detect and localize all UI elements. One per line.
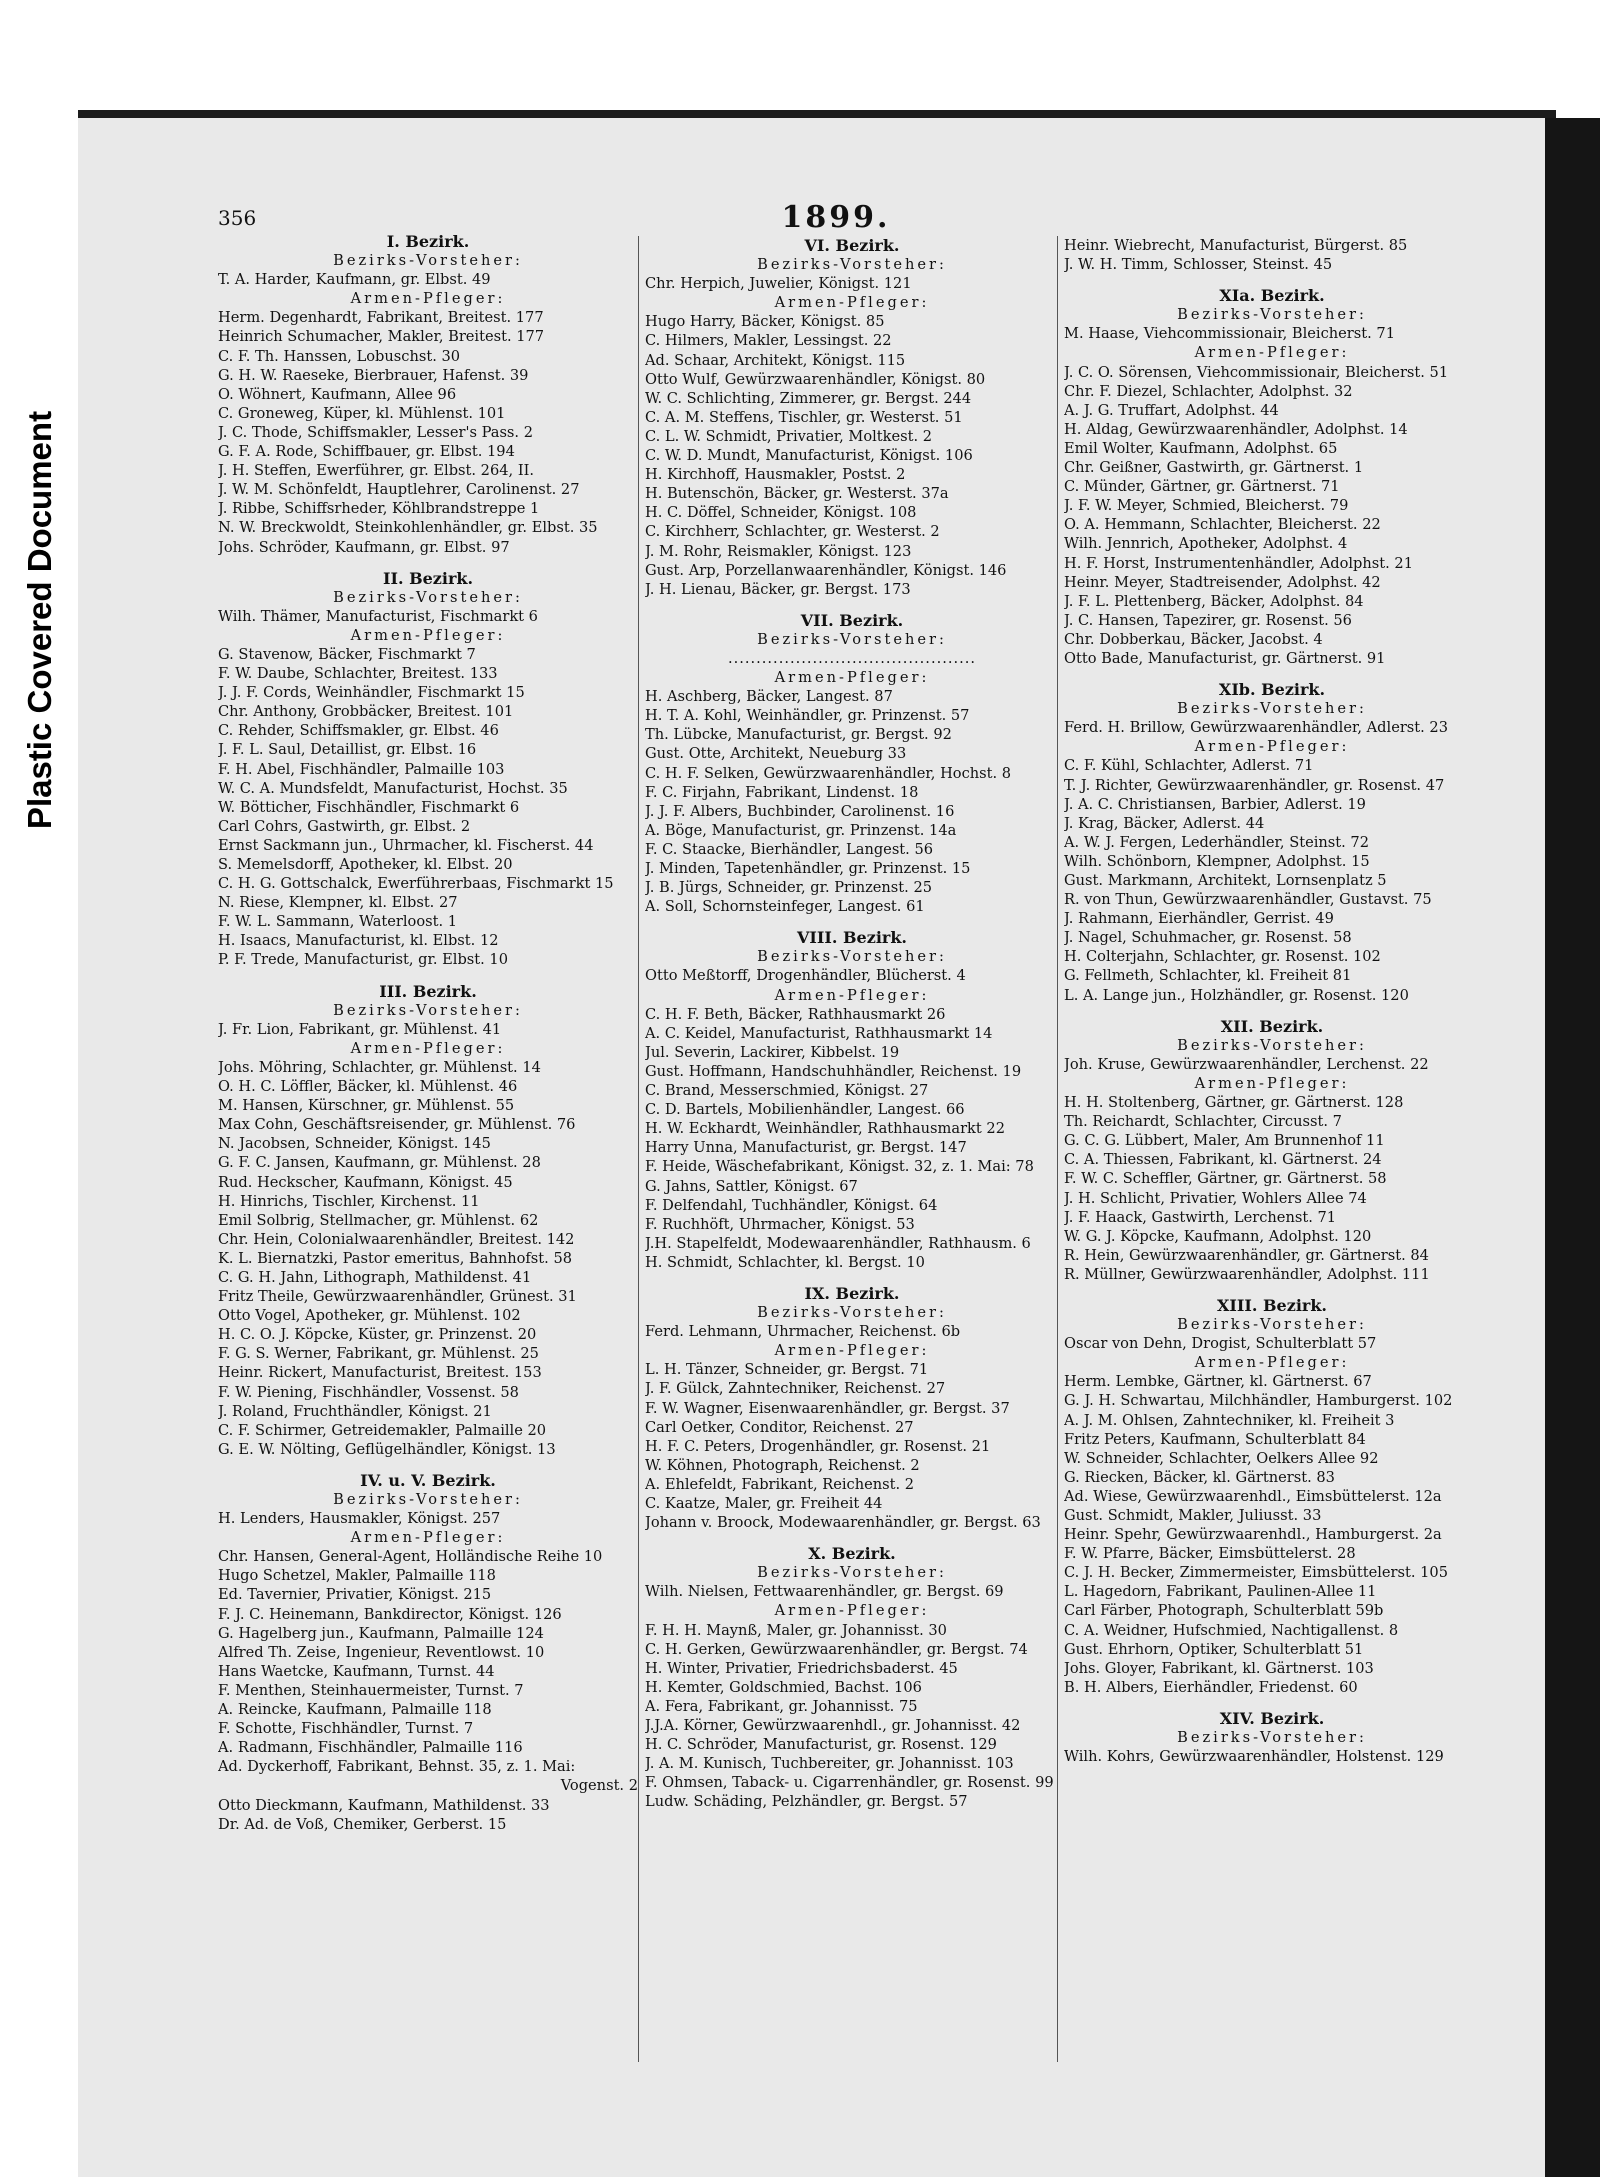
- pfleger-entry: H. Winter, Privatier, Friedrichsbaderst. 45: [645, 1659, 958, 1677]
- pfleger-entry: J.H. Stapelfeldt, Modewaarenhändler, Rathhausm. 6: [645, 1234, 1031, 1252]
- pfleger-entry: H. C. Döffel, Schneider, Königst. 108: [645, 504, 917, 522]
- vorsteher-entry: Otto Meßtorff, Drogenhändler, Blücherst. 4: [645, 967, 966, 985]
- pfleger-entry: M. Hansen, Kürschner, gr. Mühlenst. 55: [218, 1097, 515, 1115]
- vorsteher-label: Bezirks-Vorsteher:: [333, 588, 523, 606]
- pfleger-entry: Gust. Otte, Architekt, Neueburg 33: [645, 745, 907, 763]
- pfleger-entry: H. T. A. Kohl, Weinhändler, gr. Prinzenst. 57: [645, 707, 970, 725]
- vorsteher-label: Bezirks-Vorsteher:: [1177, 306, 1367, 324]
- pfleger-entry: Chr. Geißner, Gastwirth, gr. Gärtnerst. 1: [1064, 459, 1364, 477]
- pfleger-entry: W. Bötticher, Fischhändler, Fischmarkt 6: [218, 798, 520, 816]
- pfleger-entry: F. C. Staacke, Bierhändler, Langest. 56: [645, 840, 934, 858]
- pfleger-entry: C. Brand, Messerschmied, Königst. 27: [645, 1082, 929, 1100]
- pfleger-entry: Max Cohn, Geschäftsreisender, gr. Mühlenst. 76: [218, 1116, 576, 1134]
- pfleger-entry: J. A. C. Christiansen, Barbier, Adlerst. 19: [1064, 795, 1366, 813]
- pfleger-entry: F. H. Abel, Fischhändler, Palmaille 103: [218, 760, 505, 778]
- pfleger-entry: F. G. S. Werner, Fabrikant, gr. Mühlenst. 25: [218, 1345, 539, 1363]
- pfleger-entry: Heinrich Schumacher, Makler, Breitest. 177: [218, 328, 545, 346]
- pfleger-entry: F. Menthen, Steinhauermeister, Turnst. 7: [218, 1681, 524, 1699]
- vorsteher-entry: Joh. Kruse, Gewürzwaarenhändler, Lerchenst. 22: [1064, 1055, 1429, 1073]
- year-heading: 1899.: [781, 200, 891, 235]
- pfleger-entry: C. F. Th. Hanssen, Lobuschst. 30: [218, 347, 461, 365]
- pfleger-entry: J. J. F. Albers, Buchbinder, Carolinenst. 16: [645, 802, 955, 820]
- district-title: IX. Bezirk.: [804, 1283, 900, 1303]
- pfleger-entry: Th. Reichardt, Schlachter, Circusst. 7: [1064, 1113, 1342, 1131]
- vorsteher-label: Bezirks-Vorsteher:: [757, 630, 947, 648]
- pfleger-entry: G. Stavenow, Bäcker, Fischmarkt 7: [218, 645, 476, 663]
- vorsteher-entry: T. A. Harder, Kaufmann, gr. Elbst. 49: [218, 271, 491, 289]
- pfleger-entry: H. F. Horst, Instrumentenhändler, Adolphst. 21: [1064, 554, 1413, 572]
- pfleger-entry: J. Rahmann, Eierhändler, Gerrist. 49: [1064, 910, 1334, 928]
- pfleger-entry: F. W. Wagner, Eisenwaarenhändler, gr. Bergst. 37: [645, 1399, 1010, 1417]
- column-3: [1057, 236, 1480, 2062]
- pfleger-entry: J. Minden, Tapetenhändler, gr. Prinzenst. 15: [645, 860, 971, 877]
- pfleger-entry: H. Colterjahn, Schlachter, gr. Rosenst. 102: [1064, 948, 1381, 966]
- pfleger-label: Armen-Pfleger:: [1194, 1074, 1350, 1092]
- vorsteher-entry: Chr. Herpich, Juwelier, Königst. 121: [645, 275, 912, 293]
- pfleger-entry: J. B. Jürgs, Schneider, gr. Prinzenst. 25: [645, 879, 933, 897]
- pfleger-entry: Gust. Ehrhorn, Optiker, Schulterblatt 51: [1064, 1640, 1364, 1658]
- pfleger-entry: F. W. Pfarre, Bäcker, Eimsbüttelerst. 28: [1064, 1545, 1356, 1563]
- vorsteher-label: Bezirks-Vorsteher:: [1177, 1316, 1367, 1334]
- pfleger-entry: Johs. Möhring, Schlachter, gr. Mühlenst. 14: [218, 1058, 541, 1076]
- pfleger-entry: S. Memelsdorff, Apotheker, kl. Elbst. 20: [218, 856, 513, 873]
- pfleger-label: Armen-Pfleger:: [774, 1602, 930, 1620]
- pfleger-entry: C. H. Gerken, Gewürzwaarenhändler, gr. Bergst. 74: [645, 1640, 1028, 1658]
- pfleger-entry: F. Delfendahl, Tuchhändler, Königst. 64: [645, 1196, 938, 1214]
- pfleger-entry: O. Wöhnert, Kaufmann, Allee 96: [218, 385, 457, 403]
- pfleger-entry: B. H. Albers, Eierhändler, Friedenst. 60: [1064, 1678, 1358, 1696]
- vorsteher-label: Bezirks-Vorsteher:: [1177, 1036, 1367, 1054]
- pfleger-entry: Ed. Tavernier, Privatier, Königst. 215: [218, 1586, 492, 1604]
- vorsteher-label: Bezirks-Vorsteher:: [333, 1001, 523, 1019]
- pfleger-entry: Emil Wolter, Kaufmann, Adolphst. 65: [1064, 439, 1338, 457]
- district-title: XIa. Bezirk.: [1219, 286, 1325, 306]
- pfleger-entry: A. Radmann, Fischhändler, Palmaille 116: [218, 1739, 523, 1757]
- pfleger-label: Armen-Pfleger:: [1194, 1354, 1350, 1372]
- pfleger-entry: F. Ruchhöft, Uhrmacher, Königst. 53: [645, 1215, 915, 1233]
- vorsteher-entry: Wilh. Nielsen, Fettwaarenhändler, gr. Bergst. 69: [645, 1583, 1004, 1601]
- district-title: XIII. Bezirk.: [1217, 1295, 1327, 1315]
- pfleger-entry: C. H. F. Beth, Bäcker, Rathhausmarkt 26: [645, 1005, 946, 1023]
- district-title: XIV. Bezirk.: [1219, 1708, 1325, 1728]
- pfleger-entry: Ludw. Schäding, Pelzhändler, gr. Bergst. 57: [645, 1793, 968, 1811]
- pfleger-entry: C. D. Bartels, Mobilienhändler, Langest. 66: [645, 1101, 965, 1119]
- pfleger-entry: Emil Solbrig, Stellmacher, gr. Mühlenst. 62: [218, 1211, 539, 1229]
- pfleger-entry: G. F. A. Rode, Schiffbauer, gr. Elbst. 194: [218, 443, 515, 461]
- column-2: [638, 236, 1059, 2062]
- pfleger-entry: C. A. M. Steffens, Tischler, gr. Westerst. 51: [645, 408, 963, 426]
- page-edge: [1545, 118, 1600, 2177]
- pfleger-entry: Rud. Heckscher, Kaufmann, Königst. 45: [218, 1173, 513, 1191]
- pfleger-label: Armen-Pfleger:: [774, 1342, 930, 1360]
- pfleger-entry: Gust. Arp, Porzellanwaarenhändler, Königst. 146: [645, 561, 1007, 579]
- pfleger-entry: Fritz Theile, Gewürzwaarenhändler, Grünest. 31: [218, 1288, 577, 1306]
- pfleger-entry: C. G. H. Jahn, Lithograph, Mathildenst. 41: [218, 1268, 532, 1286]
- pfleger-entry: J. Ribbe, Schiffsrheder, Köhlbrandstreppe 1: [218, 500, 540, 518]
- pfleger-entry: Otto Wulf, Gewürzwaarenhändler, Königst. 80: [645, 370, 986, 388]
- pfleger-entry: G. C. G. Lübbert, Maler, Am Brunnenhof 11: [1064, 1132, 1385, 1150]
- pfleger-entry: F. Heide, Wäschefabrikant, Königst. 32, z. 1. Mai: 78: [645, 1158, 1034, 1176]
- vorsteher-entry: Ferd. Lehmann, Uhrmacher, Reichenst. 6b: [645, 1323, 961, 1341]
- pfleger-entry: F. Schotte, Fischhändler, Turnst. 7: [218, 1720, 474, 1738]
- pfleger-entry: H. C. Schröder, Manufacturist, gr. Rosenst. 129: [645, 1736, 997, 1754]
- pfleger-entry: G. J. H. Schwartau, Milchhändler, Hamburgerst. 102: [1064, 1392, 1453, 1410]
- pfleger-entry: A. Ehlefeldt, Fabrikant, Reichenst. 2: [645, 1475, 915, 1493]
- pfleger-entry: W. C. Schlichting, Zimmerer, gr. Bergst. 244: [645, 389, 972, 407]
- pfleger-entry: G. Riecken, Bäcker, kl. Gärtnerst. 83: [1064, 1468, 1335, 1486]
- pfleger-entry: Gust. Hoffmann, Handschuhhändler, Reichenst. 19: [645, 1062, 1022, 1080]
- pfleger-label: Armen-Pfleger:: [350, 1529, 506, 1547]
- pfleger-entry: W. G. J. Köpcke, Kaufmann, Adolphst. 120: [1064, 1227, 1372, 1245]
- pfleger-entry: J. A. M. Kunisch, Tuchbereiter, gr. Johannisst. 103: [645, 1755, 1014, 1773]
- pfleger-entry: Gust. Markmann, Architekt, Lornsenplatz 5: [1064, 872, 1387, 889]
- pfleger-entry: N. Riese, Klempner, kl. Elbst. 27: [218, 894, 458, 912]
- pfleger-entry: H. Butenschön, Bäcker, gr. Westerst. 37a: [645, 485, 949, 503]
- pfleger-entry: R. Müllner, Gewürzwaarenhändler, Adolphst. 111: [1064, 1265, 1430, 1283]
- pfleger-entry: J. W. M. Schönfeldt, Hauptlehrer, Carolinenst. 27: [218, 481, 580, 499]
- pfleger-entry: J. F. L. Plettenberg, Bäcker, Adolphst. 84: [1064, 592, 1364, 610]
- vorsteher-label: Bezirks-Vorsteher:: [1177, 700, 1367, 718]
- pfleger-entry: Gust. Schmidt, Makler, Juliusst. 33: [1064, 1507, 1322, 1524]
- pfleger-entry: F. W. C. Scheffler, Gärtner, gr. Gärtnerst. 58: [1064, 1170, 1387, 1188]
- pfleger-entry: F. J. C. Heinemann, Bankdirector, Königst. 126: [218, 1605, 562, 1623]
- vorsteher-label: Bezirks-Vorsteher:: [1177, 1729, 1367, 1747]
- pfleger-entry: Carl Oetker, Conditor, Reichenst. 27: [645, 1418, 914, 1436]
- pfleger-entry: C. F. Schirmer, Getreidemakler, Palmaille 20: [218, 1421, 547, 1439]
- pfleger-entry: Heinr. Spehr, Gewürzwaarenhdl., Hamburgerst. 2a: [1064, 1526, 1442, 1544]
- pfleger-entry: H. Aschberg, Bäcker, Langest. 87: [645, 688, 893, 706]
- pfleger-entry: H. F. C. Peters, Drogenhändler, gr. Rosenst. 21: [645, 1437, 991, 1455]
- vorsteher-label: Bezirks-Vorsteher:: [333, 1491, 523, 1508]
- pfleger-entry: Hans Waetcke, Kaufmann, Turnst. 44: [218, 1662, 495, 1680]
- pfleger-entry: J. F. L. Saul, Detaillist, gr. Elbst. 16: [218, 741, 477, 759]
- vorsteher-entry: Wilh. Thämer, Manufacturist, Fischmarkt 6: [218, 607, 538, 625]
- pfleger-entry: Johs. Schröder, Kaufmann, gr. Elbst. 97: [218, 538, 510, 556]
- pfleger-entry: T. J. Richter, Gewürzwaarenhändler, gr. Rosenst. 47: [1064, 776, 1445, 794]
- pfleger-entry: J.J.A. Körner, Gewürzwaarenhdl., gr. Johannisst. 42: [645, 1717, 1021, 1735]
- pfleger-entry: H. W. Eckhardt, Weinhändler, Rathhausmarkt 22: [645, 1120, 1005, 1138]
- pfleger-entry: W. Schneider, Schlachter, Oelkers Allee 92: [1064, 1449, 1379, 1467]
- pfleger-entry: P. F. Trede, Manufacturist, gr. Elbst. 10: [218, 951, 508, 969]
- pfleger-entry: C. Rehder, Schiffsmakler, gr. Elbst. 46: [218, 722, 499, 740]
- pfleger-entry: Chr. Hein, Colonialwaarenhändler, Breitest. 142: [218, 1230, 575, 1248]
- pfleger-entry: H. Hinrichs, Tischler, Kirchenst. 11: [218, 1192, 480, 1210]
- pfleger-entry: J. H. Schlicht, Privatier, Wohlers Allee 74: [1064, 1189, 1367, 1207]
- district-title: XIb. Bezirk.: [1218, 680, 1326, 700]
- pfleger-label: Armen-Pfleger:: [350, 290, 506, 308]
- pfleger-entry: F. W. Piening, Fischhändler, Vossenst. 58: [218, 1383, 519, 1401]
- pfleger-entry: Dr. Ad. de Voß, Chemiker, Gerberst. 15: [218, 1815, 507, 1833]
- pfleger-entry: G. F. C. Jansen, Kaufmann, gr. Mühlenst. 28: [218, 1154, 541, 1172]
- pfleger-entry: Carl Färber, Photograph, Schulterblatt 59b: [1064, 1602, 1384, 1620]
- pfleger-entry: J. Krag, Bäcker, Adlerst. 44: [1064, 814, 1265, 832]
- pfleger-label: Armen-Pfleger:: [350, 626, 506, 644]
- pfleger-entry: A. Reincke, Kaufmann, Palmaille 118: [218, 1701, 492, 1719]
- vorsteher-label: Bezirks-Vorsteher:: [757, 948, 947, 966]
- district-title: VII. Bezirk.: [800, 610, 904, 630]
- district-title: VIII. Bezirk.: [797, 928, 907, 948]
- district-title: II. Bezirk.: [382, 568, 474, 588]
- pfleger-entry: Otto Vogel, Apotheker, gr. Mühlenst. 102: [218, 1307, 521, 1325]
- pfleger-entry: F. W. L. Sammann, Waterloost. 1: [218, 913, 458, 931]
- pfleger-entry: H. Kemter, Goldschmied, Bachst. 106: [645, 1678, 922, 1696]
- pfleger-entry: Chr. F. Diezel, Schlachter, Adolphst. 32: [1064, 382, 1353, 400]
- pfleger-entry: Herm. Degenhardt, Fabrikant, Breitest. 177: [218, 309, 544, 327]
- district-title: I. Bezirk.: [386, 232, 470, 251]
- pfleger-entry: F. W. Daube, Schlachter, Breitest. 133: [218, 665, 498, 683]
- pfleger-entry: R. von Thun, Gewürzwaarenhändler, Gustavst. 75: [1064, 891, 1432, 909]
- pfleger-entry: H. Isaacs, Manufacturist, kl. Elbst. 12: [218, 932, 499, 950]
- pfleger-entry: Heinr. Meyer, Stadtreisender, Adolphst. 42: [1064, 573, 1381, 591]
- vorsteher-label: Bezirks-Vorsteher:: [757, 1304, 947, 1322]
- pfleger-entry: Ad. Dyckerhoff, Fabrikant, Behnst. 35, z. 1. Mai:: [218, 1758, 576, 1776]
- pfleger-entry: A. Böge, Manufacturist, gr. Prinzenst. 14a: [645, 821, 957, 839]
- page-number: 356: [218, 206, 257, 230]
- pfleger-entry: J. F. Gülck, Zahntechniker, Reichenst. 27: [645, 1380, 946, 1398]
- pfleger-entry: Jul. Severin, Lackirer, Kibbelst. 19: [645, 1043, 900, 1061]
- pfleger-entry: Th. Lübcke, Manufacturist, gr. Bergst. 92: [645, 726, 952, 744]
- pfleger-entry: A. W. J. Fergen, Lederhändler, Steinst. 72: [1064, 833, 1369, 851]
- pfleger-entry: J. F. W. Meyer, Schmied, Bleicherst. 79: [1064, 497, 1349, 515]
- pfleger-entry: Johs. Gloyer, Fabrikant, kl. Gärtnerst. 103: [1064, 1659, 1374, 1677]
- pfleger-entry: C. Kaatze, Maler, gr. Freiheit 44: [645, 1495, 883, 1512]
- pfleger-entry: W. C. A. Mundsfeldt, Manufacturist, Hochst. 35: [218, 779, 568, 797]
- pfleger-entry: J. C. Thode, Schiffsmakler, Lesser's Pass. 2: [218, 423, 533, 441]
- pfleger-entry: J. F. Haack, Gastwirth, Lerchenst. 71: [1064, 1208, 1337, 1226]
- pfleger-entry: Ernst Sackmann jun., Uhrmacher, kl. Fischerst. 44: [218, 836, 594, 854]
- pfleger-label: Armen-Pfleger:: [1194, 738, 1350, 756]
- pfleger-entry: Ad. Schaar, Architekt, Königst. 115: [645, 351, 906, 369]
- pfleger-entry: H. H. Stoltenberg, Gärtner, gr. Gärtnerst. 128: [1064, 1094, 1404, 1112]
- side-label: Plastic Covered Document: [21, 410, 58, 830]
- pfleger-entry: C. A. Thiessen, Fabrikant, kl. Gärtnerst. 24: [1064, 1151, 1382, 1169]
- pfleger-entry: A. J. G. Truffart, Adolphst. 44: [1064, 401, 1279, 419]
- pfleger-entry: C. F. Kühl, Schlachter, Adlerst. 71: [1064, 757, 1314, 775]
- pfleger-entry: Johann v. Broock, Modewaarenhändler, gr. Bergst. 63: [645, 1514, 1041, 1532]
- pfleger-entry: Otto Bade, Manufacturist, gr. Gärtnerst. 91: [1064, 649, 1386, 667]
- pfleger-entry: L. H. Tänzer, Schneider, gr. Bergst. 71: [645, 1361, 929, 1379]
- pfleger-entry: C. Groneweg, Küper, kl. Mühlenst. 101: [218, 404, 506, 422]
- pfleger-entry: R. Hein, Gewürzwaarenhändler, gr. Gärtnerst. 84: [1064, 1246, 1429, 1264]
- pfleger-entry: K. L. Biernatzki, Pastor emeritus, Bahnhofst. 58: [218, 1249, 573, 1267]
- pfleger-entry: Alfred Th. Zeise, Ingenieur, Reventlowst. 10: [218, 1643, 545, 1661]
- pfleger-entry: C. A. Weidner, Hufschmied, Nachtigallenst. 8: [1064, 1621, 1399, 1639]
- page-header: [218, 200, 1454, 236]
- pfleger-label: Armen-Pfleger:: [1194, 344, 1350, 362]
- pfleger-entry: Heinr. Rickert, Manufacturist, Breitest. 153: [218, 1364, 542, 1382]
- vorsteher-entry: J. Fr. Lion, Fabrikant, gr. Mühlenst. 41: [218, 1020, 502, 1038]
- district-title: XII. Bezirk.: [1220, 1016, 1324, 1036]
- district-title: VI. Bezirk.: [804, 236, 900, 255]
- pfleger-entry: A. Soll, Schornsteinfeger, Langest. 61: [645, 898, 925, 916]
- pfleger-entry: Chr. Anthony, Grobbäcker, Breitest. 101: [218, 703, 514, 721]
- pfleger-entry: J. J. F. Cords, Weinhändler, Fischmarkt 15: [218, 684, 525, 702]
- pfleger-entry: C. W. D. Mundt, Manufacturist, Königst. 106: [645, 447, 973, 465]
- vorsteher-entry: Ferd. H. Brillow, Gewürzwaarenhändler, Adlerst. 23: [1064, 719, 1449, 737]
- pfleger-entry: F. H. H. Maynß, Maler, gr. Johannisst. 30: [645, 1621, 947, 1639]
- pfleger-entry: J. H. Lienau, Bäcker, gr. Bergst. 173: [645, 580, 911, 598]
- pfleger-entry: H. Aldag, Gewürzwaarenhändler, Adolphst. 14: [1064, 420, 1408, 438]
- vorsteher-entry: M. Haase, Viehcommissionair, Bleicherst. 71: [1064, 325, 1395, 343]
- pfleger-entry: C. Kirchherr, Schlachter, gr. Westerst. 2: [645, 523, 940, 541]
- pfleger-entry: L. A. Lange jun., Holzhändler, gr. Rosenst. 120: [1064, 986, 1409, 1004]
- pfleger-entry: F. Ohmsen, Taback- u. Cigarrenhändler, gr. Rosenst. 99: [645, 1774, 1054, 1792]
- vorsteher-label: Bezirks-Vorsteher:: [757, 256, 947, 274]
- pfleger-entry: Heinr. Wiebrecht, Manufacturist, Bürgerst. 85: [1064, 237, 1408, 254]
- pfleger-entry: Wilh. Schönborn, Klempner, Adolphst. 15: [1064, 852, 1370, 870]
- pfleger-label: Armen-Pfleger:: [350, 1039, 506, 1057]
- pfleger-entry: Ad. Wiese, Gewürzwaarenhdl., Eimsbüttelerst. 12a: [1064, 1487, 1442, 1505]
- pfleger-entry: O. A. Hemmann, Schlachter, Bleicherst. 22: [1064, 516, 1381, 534]
- pfleger-entry: C. Hilmers, Makler, Lessingst. 22: [645, 332, 892, 350]
- pfleger-entry: H. C. O. J. Köpcke, Küster, gr. Prinzenst. 20: [218, 1326, 537, 1344]
- pfleger-entry: J. M. Rohr, Reismakler, Königst. 123: [645, 542, 912, 560]
- pfleger-entry: Otto Dieckmann, Kaufmann, Mathildenst. 33: [218, 1796, 550, 1814]
- pfleger-entry: O. H. C. Löffler, Bäcker, kl. Mühlenst. 46: [218, 1078, 518, 1096]
- pfleger-entry: G. Fellmeth, Schlachter, kl. Freiheit 81: [1064, 967, 1352, 985]
- pfleger-entry: Harry Unna, Manufacturist, gr. Bergst. 147: [645, 1139, 967, 1157]
- district-title: IV. u. V. Bezirk.: [360, 1470, 496, 1490]
- pfleger-entry: Fritz Peters, Kaufmann, Schulterblatt 84: [1064, 1430, 1366, 1448]
- pfleger-entry: A. Fera, Fabrikant, gr. Johannisst. 75: [645, 1697, 918, 1715]
- pfleger-entry: C. H. G. Gottschalck, Ewerführerbaas, Fischmarkt 15: [218, 875, 614, 893]
- pfleger-entry: C. J. H. Becker, Zimmermeister, Eimsbüttelerst. 105: [1064, 1564, 1448, 1582]
- district-title: X. Bezirk.: [808, 1544, 896, 1564]
- pfleger-entry: W. Köhnen, Photograph, Reichenst. 2: [645, 1456, 920, 1474]
- pfleger-entry: J. C. Hansen, Tapezirer, gr. Rosenst. 56: [1064, 611, 1352, 629]
- pfleger-entry: C. Münder, Gärtner, gr. Gärtnerst. 71: [1064, 478, 1340, 496]
- pfleger-entry: G. E. W. Nölting, Geflügelhändler, Königst. 13: [218, 1440, 556, 1458]
- vorsteher-entry: H. Lenders, Hausmakler, Königst. 257: [218, 1510, 501, 1528]
- pfleger-entry: H. Schmidt, Schlachter, kl. Bergst. 10: [645, 1253, 925, 1271]
- pfleger-entry: Hugo Schetzel, Makler, Palmaille 118: [218, 1567, 496, 1585]
- pfleger-label: Armen-Pfleger:: [774, 986, 930, 1004]
- pfleger-entry: G. Hagelberg jun., Kaufmann, Palmaille 124: [218, 1624, 544, 1642]
- pfleger-entry: J. C. O. Sörensen, Viehcommissionair, Bleicherst. 51: [1064, 363, 1449, 381]
- vorsteher-entry: Oscar von Dehn, Drogist, Schulterblatt 57: [1064, 1335, 1377, 1353]
- pfleger-entry: N. W. Breckwoldt, Steinkohlenhändler, gr. Elbst. 35: [218, 519, 598, 537]
- vorsteher-entry: ............................................: [727, 649, 977, 667]
- pfleger-label: Armen-Pfleger:: [774, 669, 930, 687]
- pfleger-entry: A. J. M. Ohlsen, Zahntechniker, kl. Freiheit 3: [1064, 1411, 1395, 1429]
- pfleger-label: Armen-Pfleger:: [774, 294, 930, 312]
- pfleger-entry: H. Kirchhoff, Hausmakler, Postst. 2: [645, 466, 906, 484]
- pfleger-entry: J. Nagel, Schuhmacher, gr. Rosenst. 58: [1064, 929, 1352, 947]
- pfleger-entry: Carl Cohrs, Gastwirth, gr. Elbst. 2: [218, 817, 471, 835]
- pfleger-entry: J. H. Steffen, Ewerführer, gr. Elbst. 264, II.: [218, 462, 534, 480]
- pfleger-entry: F. C. Firjahn, Fabrikant, Lindenst. 18: [645, 783, 919, 801]
- pfleger-entry: G. H. W. Raeseke, Bierbrauer, Hafenst. 39: [218, 366, 529, 384]
- pfleger-entry: C. L. W. Schmidt, Privatier, Moltkest. 2: [645, 427, 933, 445]
- pfleger-entry: G. Jahns, Sattler, Königst. 67: [645, 1177, 858, 1195]
- pfleger-entry: Hugo Harry, Bäcker, Königst. 85: [645, 313, 885, 331]
- vorsteher-entry: Wilh. Kohrs, Gewürzwaarenhändler, Holstenst. 129: [1064, 1748, 1444, 1766]
- pfleger-entry: Vogenst. 2: [560, 1777, 638, 1795]
- pfleger-entry: J. Roland, Fruchthändler, Königst. 21: [218, 1402, 492, 1420]
- pfleger-entry: Herm. Lembke, Gärtner, kl. Gärtnerst. 67: [1064, 1373, 1372, 1391]
- vorsteher-label: Bezirks-Vorsteher:: [333, 252, 523, 270]
- pfleger-entry: J. W. H. Timm, Schlosser, Steinst. 45: [1064, 256, 1333, 274]
- pfleger-entry: N. Jacobsen, Schneider, Königst. 145: [218, 1135, 491, 1153]
- vorsteher-label: Bezirks-Vorsteher:: [757, 1564, 947, 1582]
- pfleger-entry: Chr. Hansen, General-Agent, Holländische Reihe 10: [218, 1548, 603, 1566]
- pfleger-entry: C. H. F. Selken, Gewürzwaarenhändler, Hochst. 8: [645, 764, 1012, 782]
- pfleger-entry: A. C. Keidel, Manufacturist, Rathhausmarkt 14: [645, 1024, 993, 1042]
- pfleger-entry: L. Hagedorn, Fabrikant, Paulinen-Allee 11: [1064, 1583, 1377, 1601]
- district-title: III. Bezirk.: [379, 981, 477, 1001]
- pfleger-entry: Chr. Dobberkau, Bäcker, Jacobst. 4: [1064, 630, 1323, 648]
- pfleger-entry: Wilh. Jennrich, Apotheker, Adolphst. 4: [1064, 535, 1348, 553]
- column-1: [218, 232, 638, 1834]
